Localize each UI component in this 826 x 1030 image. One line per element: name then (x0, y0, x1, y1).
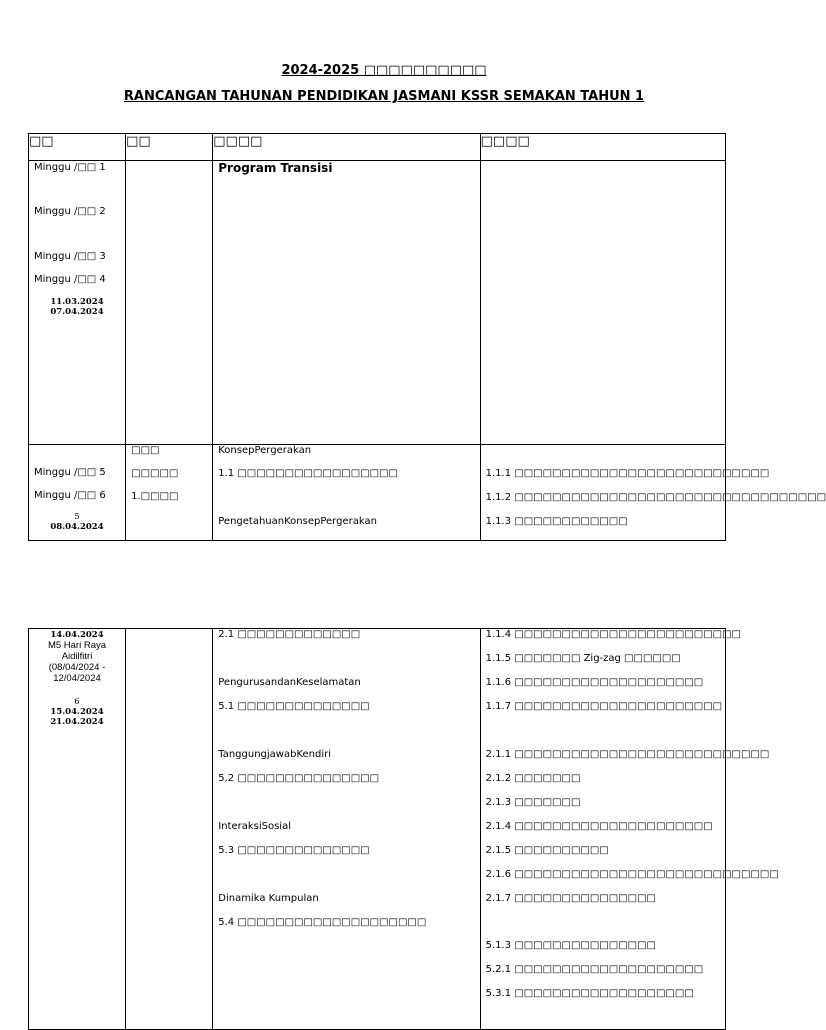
table-row (29, 445, 726, 541)
learning-line: 2.1.3 □□□□□□□ (485, 797, 581, 808)
date-end: 21.04.2024 (50, 717, 104, 727)
learning-line: 1.1.7 □□□□□□□□□□□□□□□□□□□□□□ (485, 701, 723, 712)
content-standard-cell (213, 445, 480, 541)
content-line: TanggungjawabKendiri (218, 749, 332, 760)
learning-standard-cell (480, 445, 826, 541)
content-line: InteraksiSosial (218, 821, 291, 832)
week-cell (29, 161, 126, 445)
week-label: Minggu /□□ 6 (34, 490, 106, 501)
unit-cell (126, 629, 213, 1030)
learning-line: 2.1.1 □□□□□□□□□□□□□□□□□□□□□□□□□□□ (485, 749, 770, 760)
header-col-learning-standard: □□□□ (480, 134, 725, 161)
learning-line: 1.1.2 □□□□□□□□□□□□□□□□□□□□□□□□□□□□□□□□□ (485, 492, 826, 503)
week-label: Minggu /□□ 3 (34, 251, 106, 262)
date-top: 14.04.2024 (50, 630, 104, 640)
unit-line: □□□ (131, 445, 160, 456)
week-number-date (29, 512, 125, 532)
unit-line: 1.□□□□ (131, 491, 179, 502)
content-line: PengurusandanKeselamatan (218, 677, 361, 688)
learning-line: 1.1.1 □□□□□□□□□□□□□□□□□□□□□□□□□□□ (485, 468, 770, 479)
week-label: Minggu /□□ 2 (34, 206, 106, 217)
week-cell (29, 445, 126, 541)
week-number: 5 (74, 512, 80, 522)
date-start: 11.03.2024 (50, 297, 104, 307)
learning-line: 1.1.6 □□□□□□□□□□□□□□□□□□□□ (485, 677, 704, 688)
date-end: 07.04.2024 (50, 307, 104, 317)
table-header-row (29, 134, 726, 161)
learning-line: 2.1.7 □□□□□□□□□□□□□□□ (485, 893, 656, 904)
week-label: Minggu /□□ 1 (34, 162, 106, 173)
content-line: 2.1 □□□□□□□□□□□□□ (218, 629, 361, 640)
week-number: 6 (74, 697, 80, 707)
content-line: Dinamika Kumpulan (218, 893, 319, 904)
learning-line: 5.2.1 □□□□□□□□□□□□□□□□□□□□ (485, 964, 704, 975)
unit-line: □□□□□ (131, 468, 179, 479)
learning-line: 5.3.1 □□□□□□□□□□□□□□□□□□□ (485, 988, 694, 999)
holiday-line: Aidilfitri (61, 651, 93, 662)
yearly-plan-table-page2 (28, 628, 779, 1030)
learning-line: 5.1.3 □□□□□□□□□□□□□□□ (485, 940, 656, 951)
learning-line: 2.1.6 □□□□□□□□□□□□□□□□□□□□□□□□□□□□ (485, 869, 779, 880)
week-number-dates (29, 697, 125, 727)
content-standard-cell (213, 161, 480, 445)
document-title-main: RANCANGAN TAHUNAN PENDIDIKAN JASMANI KSSR SEMAKAN TAHUN 1 (123, 89, 645, 104)
holiday-line: (08/04/2024 - (48, 662, 106, 673)
content-standard-cell (213, 629, 480, 1030)
week-date-holiday (29, 630, 125, 684)
week-date: 08.04.2024 (50, 522, 104, 532)
content-line: 5.3 □□□□□□□□□□□□□□ (218, 845, 370, 856)
header-col-week: □□ (29, 134, 126, 161)
program-title: Program Transisi (218, 161, 333, 175)
unit-cell (126, 445, 213, 541)
week-date-range (29, 297, 125, 317)
table-row (29, 629, 726, 1030)
holiday-line: M5 Hari Raya (47, 640, 107, 651)
learning-standard-cell (480, 629, 779, 1030)
week-cell (29, 629, 126, 1030)
learning-line: 1.1.5 □□□□□□□ Zig-zag □□□□□□ (485, 653, 681, 664)
learning-line: 1.1.3 □□□□□□□□□□□□ (485, 516, 628, 527)
week-label: Minggu /□□ 4 (34, 274, 106, 285)
date-start: 15.04.2024 (50, 707, 104, 717)
learning-line: 2.1.2 □□□□□□□ (485, 773, 581, 784)
content-line: PengetahuanKonsepPergerakan (218, 516, 377, 527)
learning-line: 1.1.4 □□□□□□□□□□□□□□□□□□□□□□□□ (485, 629, 742, 640)
content-line: KonsepPergerakan (218, 445, 312, 456)
table-row (29, 161, 726, 445)
document-title-year: 2024-2025 □□□□□□□□□□ (281, 63, 487, 78)
week-label: Minggu /□□ 5 (34, 467, 106, 478)
learning-line: 2.1.5 □□□□□□□□□□ (485, 845, 609, 856)
content-line: 5.4 □□□□□□□□□□□□□□□□□□□□ (218, 917, 427, 928)
yearly-plan-table-page1 (28, 133, 826, 541)
learning-standard-cell (480, 161, 725, 445)
content-line: 5.2 □□□□□□□□□□□□□□□ (218, 773, 380, 784)
content-line: 1.1 □□□□□□□□□□□□□□□□□ (218, 468, 398, 479)
unit-cell (126, 161, 213, 445)
header-col-content-standard: □□□□ (213, 134, 480, 161)
holiday-line: 12/04/2024 (53, 673, 101, 684)
content-line: 5.1 □□□□□□□□□□□□□□ (218, 701, 370, 712)
learning-line: 2.1.4 □□□□□□□□□□□□□□□□□□□□□ (485, 821, 713, 832)
header-col-unit: □□ (126, 134, 213, 161)
